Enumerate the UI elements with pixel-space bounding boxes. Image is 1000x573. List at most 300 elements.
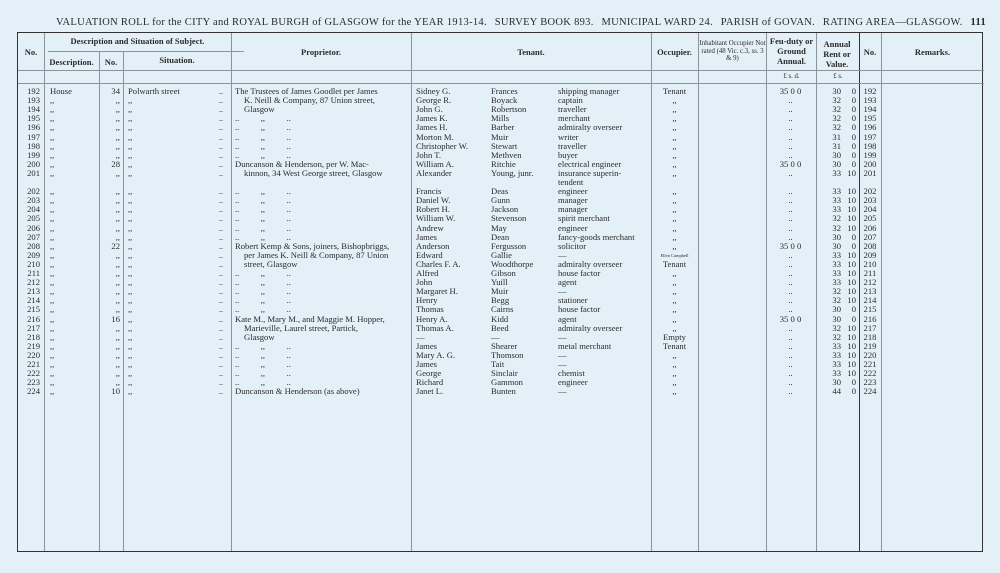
- feu-duty: ..: [788, 140, 793, 151]
- situation: ,,: [128, 331, 133, 342]
- rent-shillings: 10: [847, 322, 856, 333]
- tenant-surname: Dean: [491, 231, 510, 242]
- tenant-occupation: engineer: [558, 377, 588, 388]
- house-number: ,,: [115, 204, 120, 215]
- rent-pounds: 32: [832, 331, 841, 342]
- rent-shillings: 0: [851, 386, 856, 397]
- survey-book: SURVEY BOOK 893.: [494, 17, 594, 28]
- situation: ,,: [128, 295, 133, 306]
- occupier: ,,: [672, 231, 677, 242]
- entry-number: 200: [27, 158, 40, 169]
- tenant-occupation: manager: [558, 204, 588, 215]
- entry-number-right: 200: [863, 158, 877, 169]
- leader-dots: ..: [219, 114, 223, 124]
- tenant-occupation: spirit merchant: [558, 213, 610, 224]
- tenant-first-name: Alfred: [416, 268, 439, 278]
- proprietor: The Trustees of James Goodlet per James: [235, 86, 378, 96]
- tenant-first-name: Anderson: [416, 240, 450, 251]
- feu-duty: ..: [788, 104, 793, 115]
- tenant-first-name: Charles F. A.: [416, 258, 461, 269]
- entry-number-right: 197: [863, 131, 877, 142]
- tenant-occupation: engineer: [558, 186, 588, 197]
- rent-shillings: 0: [851, 158, 856, 169]
- house-number: 10: [111, 386, 120, 397]
- header-remarks: Remarks.: [914, 47, 951, 57]
- occupier: ,,: [672, 167, 677, 178]
- description: ,,: [50, 286, 55, 297]
- rent-shillings: 10: [847, 258, 856, 269]
- leader-dots: ..: [219, 259, 223, 269]
- proprietor: Duncanson & Henderson, per W. Mac-: [235, 158, 369, 169]
- leader-dots: ..: [219, 141, 223, 151]
- house-number: ,,: [115, 258, 120, 269]
- situation: ,,: [128, 340, 133, 351]
- description: ,,: [50, 195, 55, 206]
- proprietor: K. Neill & Company, 87 Union street,: [244, 95, 375, 106]
- tenant-surname: Robertson: [491, 104, 527, 115]
- entry-number: 216: [27, 313, 40, 324]
- header-house-no: No.: [104, 57, 118, 67]
- occupier: Ellen Campbell: [660, 252, 689, 258]
- page-header: [56, 17, 986, 28]
- header-inhabitant-occupier: Inhabitant Occupier Not rated (48 Vic. c.3, ss. 3 & 9): [699, 40, 766, 62]
- occupier: Tenant: [662, 86, 687, 96]
- rent-pounds: 33: [832, 349, 841, 360]
- occupier: Empty: [663, 331, 686, 342]
- entry-number-right: 219: [863, 340, 877, 351]
- tenant-surname: Bunten: [491, 386, 516, 397]
- occupier: Tenant: [662, 258, 687, 269]
- rent-pounds: 30: [832, 149, 841, 160]
- description: ,,: [50, 359, 55, 369]
- occupier: ,,: [672, 349, 677, 360]
- leader-dots: ..: [219, 360, 223, 369]
- header-occupier: Occupier.: [657, 47, 692, 57]
- municipal-ward: MUNICIPAL WARD 24.: [601, 17, 713, 28]
- situation: ,,: [128, 313, 133, 324]
- house-number: ,,: [115, 122, 120, 133]
- leader-dots: ..: [219, 87, 223, 96]
- description: ,,: [50, 340, 55, 351]
- house-number: ,,: [115, 213, 120, 224]
- entry-number: 221: [27, 359, 40, 369]
- occupier: ,,: [672, 313, 677, 324]
- rent-shillings: 0: [851, 304, 856, 315]
- tenant-occupation: house factor: [558, 304, 601, 315]
- header-feu-units: £ s. d.: [783, 73, 800, 80]
- entry-number: 203: [27, 195, 40, 206]
- rent-pounds: 30: [832, 304, 841, 315]
- house-number: ,,: [115, 249, 120, 260]
- rent-shillings: 10: [847, 186, 856, 197]
- tenant-surname: Fergusson: [491, 240, 527, 251]
- entry-number-right: 195: [863, 113, 877, 124]
- occupier: ,,: [672, 359, 677, 369]
- header-rule: [18, 70, 984, 71]
- entry-number: 220: [27, 349, 40, 360]
- tenant-first-name: Thomas: [416, 304, 444, 315]
- situation: ,,: [128, 95, 133, 106]
- proprietor: .. ,, ..: [235, 186, 291, 197]
- situation: ,,: [128, 277, 133, 288]
- tenant-first-name: Robert H.: [416, 204, 450, 215]
- occupier: ,,: [672, 240, 677, 251]
- house-number: ,,: [115, 268, 120, 278]
- feu-duty: ..: [788, 222, 793, 233]
- rent-shillings: 0: [851, 104, 856, 115]
- tenant-occupation: —: [558, 249, 567, 260]
- rent-pounds: 33: [832, 359, 841, 369]
- proprietor: .. ,, ..: [235, 222, 291, 233]
- description: ,,: [50, 140, 55, 151]
- rent-shillings: 10: [847, 213, 856, 224]
- tenant-occupation: —: [558, 349, 567, 360]
- entry-number: 217: [27, 322, 40, 333]
- entry-number: 209: [27, 249, 40, 260]
- proprietor: street, Glasgow: [244, 258, 298, 269]
- entry-number: 195: [27, 113, 40, 124]
- feu-duty: ..: [788, 331, 793, 342]
- tenant-occupation: electrical engineer: [558, 158, 622, 169]
- tenant-occupation: agent: [558, 277, 577, 288]
- description: ,,: [50, 249, 55, 260]
- rent-pounds: 32: [832, 322, 841, 333]
- feu-duty: ..: [788, 322, 793, 333]
- tenant-first-name: Henry A.: [416, 313, 448, 324]
- proprietor: .. ,, ..: [235, 295, 291, 306]
- proprietor: .. ,, ..: [235, 204, 291, 215]
- feu-duty: 35 0 0: [779, 240, 802, 251]
- feu-duty: ..: [788, 286, 793, 297]
- header-tenant: Tenant.: [517, 47, 545, 57]
- feu-duty: ..: [788, 204, 793, 215]
- house-number: ,,: [115, 95, 120, 106]
- situation: ,,: [128, 258, 133, 269]
- rent-shillings: 10: [847, 195, 856, 206]
- feu-duty: ..: [788, 304, 793, 315]
- entry-number-right: 201: [863, 167, 877, 178]
- situation: ,,: [128, 186, 133, 197]
- header-feu-duty: Feu-duty or Ground Annual.: [769, 36, 814, 66]
- entry-number: 204: [27, 204, 40, 215]
- feu-duty: ..: [788, 268, 793, 278]
- table-row: [18, 387, 984, 396]
- proprietor: Duncanson & Henderson (as above): [235, 386, 360, 397]
- feu-duty: ..: [788, 195, 793, 206]
- house-number: 22: [111, 240, 120, 251]
- header-rule: [18, 83, 984, 84]
- tenant-occupation: shipping manager: [558, 86, 620, 96]
- tenant-first-name: William W.: [416, 213, 456, 224]
- rent-pounds: 33: [832, 277, 841, 288]
- leader-dots: ..: [219, 150, 223, 160]
- leader-dots: ..: [219, 241, 223, 251]
- tenant-first-name: Christopher W.: [416, 140, 469, 151]
- description: ,,: [50, 277, 55, 288]
- tenant-first-name: Richard: [416, 377, 444, 388]
- leader-dots: ..: [219, 205, 223, 215]
- entry-number-right: 196: [863, 122, 877, 133]
- occupier: ,,: [672, 286, 677, 297]
- occupier: ,,: [672, 277, 677, 288]
- feu-duty: ..: [788, 386, 793, 397]
- description: ,,: [50, 186, 55, 197]
- tenant-first-name: George: [416, 368, 442, 379]
- rent-pounds: 33: [832, 249, 841, 260]
- tenant-surname: Ritchie: [491, 158, 516, 169]
- tenant-surname: Frances: [491, 86, 518, 96]
- tenant-occupation: house factor: [558, 268, 601, 278]
- tenant-first-name: John G.: [416, 104, 443, 115]
- description: ,,: [50, 331, 55, 342]
- tenant-surname: Gibson: [491, 268, 516, 278]
- proprietor: .. ,, ..: [235, 149, 291, 160]
- tenant-occupation: buyer: [558, 149, 578, 160]
- tenant-surname: Boyack: [491, 95, 518, 106]
- proprietor: .. ,, ..: [235, 140, 291, 151]
- tenant-surname: Woodthorpe: [491, 258, 534, 269]
- description: ,,: [50, 122, 55, 133]
- rent-pounds: 30: [832, 377, 841, 388]
- entry-number: 192: [27, 86, 40, 96]
- leader-dots: ..: [219, 305, 223, 315]
- tenant-occupation: tendent: [558, 177, 584, 187]
- tenant-first-name: James: [416, 231, 438, 242]
- rent-shillings: 0: [851, 122, 856, 133]
- proprietor: .. ,, ..: [235, 131, 291, 142]
- tenant-surname: Sinclair: [491, 368, 518, 379]
- situation: ,,: [128, 368, 133, 379]
- rent-shillings: 0: [851, 240, 856, 251]
- description: ,,: [50, 104, 55, 115]
- situation: ,,: [128, 149, 133, 160]
- entry-number: 223: [27, 377, 40, 388]
- rent-pounds: 32: [832, 104, 841, 115]
- situation: ,,: [128, 349, 133, 360]
- entry-number-right: 224: [863, 386, 877, 397]
- tenant-occupation: agent: [558, 313, 577, 324]
- tenant-surname: Barber: [491, 122, 515, 133]
- rating-area: RATING AREA—GLASGOW.: [822, 17, 963, 28]
- feu-duty: ..: [788, 122, 793, 133]
- entry-number-right: 203: [863, 195, 877, 206]
- leader-dots: ..: [219, 287, 223, 297]
- occupier: ,,: [672, 113, 677, 124]
- tenant-occupation: engineer: [558, 222, 588, 233]
- proprietor: Glasgow: [244, 331, 275, 342]
- situation: ,,: [128, 140, 133, 151]
- rent-shillings: 0: [851, 140, 856, 151]
- rent-pounds: 30: [832, 313, 841, 324]
- proprietor: .. ,, ..: [235, 231, 291, 242]
- leader-dots: ..: [219, 323, 223, 333]
- tenant-surname: Kidd: [491, 313, 509, 324]
- proprietor: .. ,, ..: [235, 340, 291, 351]
- roll-title: VALUATION ROLL for the CITY and ROYAL BURGH of GLASGOW for the YEAR 1913-14.: [56, 17, 487, 28]
- house-number: ,,: [115, 277, 120, 288]
- entry-number-right: 221: [863, 359, 877, 369]
- tenant-first-name: James: [416, 359, 438, 369]
- house-number: ,,: [115, 377, 120, 388]
- rent-pounds: 33: [832, 340, 841, 351]
- entry-number-right: 218: [863, 331, 877, 342]
- description: ,,: [50, 258, 55, 269]
- parish: PARISH of GOVAN.: [720, 17, 816, 28]
- occupier: ,,: [672, 322, 677, 333]
- tenant-occupation: —: [558, 359, 567, 369]
- tenant-occupation: traveller: [558, 104, 587, 115]
- entry-number-right: 205: [863, 213, 877, 224]
- feu-duty: 35 0 0: [779, 158, 802, 169]
- tenant-first-name: Mary A. G.: [416, 349, 456, 360]
- rent-shillings: 0: [851, 113, 856, 124]
- leader-dots: ..: [219, 314, 223, 324]
- feu-duty: ..: [788, 377, 793, 388]
- entry-number: 214: [27, 295, 40, 306]
- feu-duty: ..: [788, 231, 793, 242]
- tenant-first-name: John T.: [416, 149, 441, 160]
- rent-shillings: 0: [851, 231, 856, 242]
- house-number: ,,: [115, 368, 120, 379]
- rent-pounds: 32: [832, 113, 841, 124]
- proprietor: .. ,, ..: [235, 268, 291, 278]
- description: ,,: [50, 240, 55, 251]
- description: ,,: [50, 95, 55, 106]
- tenant-first-name: James H.: [416, 122, 448, 133]
- feu-duty: ..: [788, 95, 793, 106]
- proprietor: Glasgow: [244, 104, 275, 115]
- occupier: ,,: [672, 386, 677, 397]
- rent-shillings: 0: [851, 377, 856, 388]
- entry-number: 215: [27, 304, 40, 315]
- leader-dots: ..: [219, 378, 223, 388]
- occupier: ,,: [672, 104, 677, 115]
- entry-number: 202: [27, 186, 40, 197]
- tenant-occupation: —: [558, 286, 567, 297]
- tenant-surname: Shearer: [491, 340, 518, 351]
- tenant-occupation: admiralty overseer: [558, 322, 623, 333]
- leader-dots: ..: [219, 269, 223, 278]
- rent-pounds: 32: [832, 122, 841, 133]
- entry-number-right: 216: [863, 313, 877, 324]
- situation: ,,: [128, 158, 133, 169]
- feu-duty: ..: [788, 149, 793, 160]
- house-number: 16: [111, 313, 120, 324]
- rent-pounds: 32: [832, 295, 841, 306]
- rent-pounds: 32: [832, 286, 841, 297]
- tenant-surname: Muir: [491, 286, 509, 297]
- leader-dots: ..: [219, 369, 223, 379]
- entry-number-right: 193: [863, 95, 877, 106]
- tenant-occupation: merchant: [558, 113, 590, 124]
- tenant-surname: Beed: [491, 322, 509, 333]
- proprietor: Robert Kemp & Sons, joiners, Bishopbriggs,: [235, 240, 390, 251]
- description: ,,: [50, 204, 55, 215]
- description: ,,: [50, 213, 55, 224]
- entry-number-right: 214: [863, 295, 877, 306]
- rent-shillings: 10: [847, 331, 856, 342]
- proprietor: Marieville, Laurel street, Partick,: [244, 322, 359, 333]
- entry-number-right: 209: [863, 249, 877, 260]
- occupier: ,,: [672, 213, 677, 224]
- entry-number-right: 212: [863, 277, 877, 288]
- entry-number: 224: [27, 386, 40, 397]
- proprietor: Kate M., Mary M., and Maggie M. Hopper,: [235, 313, 385, 324]
- occupier: ,,: [672, 158, 677, 169]
- valuation-table: [17, 32, 983, 552]
- situation: ,,: [128, 222, 133, 233]
- leader-dots: ..: [219, 214, 223, 224]
- description: House: [50, 86, 72, 96]
- situation: ,,: [128, 104, 133, 115]
- rent-pounds: 30: [832, 158, 841, 169]
- entry-number-right: 211: [863, 268, 877, 278]
- leader-dots: ..: [219, 278, 223, 288]
- description: ,,: [50, 295, 55, 306]
- description: ,,: [50, 231, 55, 242]
- tenant-surname: Deas: [491, 186, 509, 197]
- occupier: ,,: [672, 377, 677, 388]
- situation: ,,: [128, 131, 133, 142]
- header-no: No.: [24, 47, 38, 57]
- house-number: ,,: [115, 195, 120, 206]
- description: ,,: [50, 167, 55, 178]
- occupier: ,,: [672, 186, 677, 197]
- description: ,,: [50, 131, 55, 142]
- tenant-first-name: John: [416, 277, 433, 288]
- house-number: ,,: [115, 322, 120, 333]
- tenant-surname: Tait: [491, 359, 505, 369]
- feu-duty: ..: [788, 258, 793, 269]
- leader-dots: ..: [219, 232, 223, 242]
- entry-number-right: 210: [863, 258, 877, 269]
- situation: ,,: [128, 359, 133, 369]
- leader-dots: ..: [219, 387, 223, 397]
- house-number: ,,: [115, 304, 120, 315]
- feu-duty: ..: [788, 349, 793, 360]
- tenant-first-name: Francis: [416, 186, 442, 197]
- tenant-first-name: Andrew: [416, 222, 444, 233]
- tenant-first-name: Margaret H.: [416, 286, 458, 297]
- occupier: ,,: [672, 131, 677, 142]
- leader-dots: ..: [219, 132, 223, 142]
- entry-number: 219: [27, 340, 40, 351]
- house-number: ,,: [115, 331, 120, 342]
- feu-duty: ..: [788, 113, 793, 124]
- tenant-surname: Stewart: [491, 140, 518, 151]
- tenant-first-name: James: [416, 340, 438, 351]
- occupier: Tenant: [662, 340, 687, 351]
- proprietor: .. ,, ..: [235, 304, 291, 315]
- rent-pounds: 32: [832, 222, 841, 233]
- feu-duty: 35 0 0: [779, 313, 802, 324]
- header-situation: Situation.: [159, 55, 195, 65]
- entry-number: 194: [27, 104, 40, 115]
- entry-number-right: 213: [863, 286, 877, 297]
- leader-dots: ..: [219, 105, 223, 115]
- entry-number: 212: [27, 277, 40, 288]
- entry-number-right: 198: [863, 140, 877, 151]
- house-number: ,,: [115, 149, 120, 160]
- entry-number: 193: [27, 95, 40, 106]
- rent-pounds: 30: [832, 231, 841, 242]
- feu-duty: ..: [788, 213, 793, 224]
- situation: ,,: [128, 113, 133, 124]
- tenant-surname: Muir: [491, 131, 509, 142]
- situation: ,,: [128, 195, 133, 206]
- entry-number: 213: [27, 286, 40, 297]
- house-number: ,,: [115, 359, 120, 369]
